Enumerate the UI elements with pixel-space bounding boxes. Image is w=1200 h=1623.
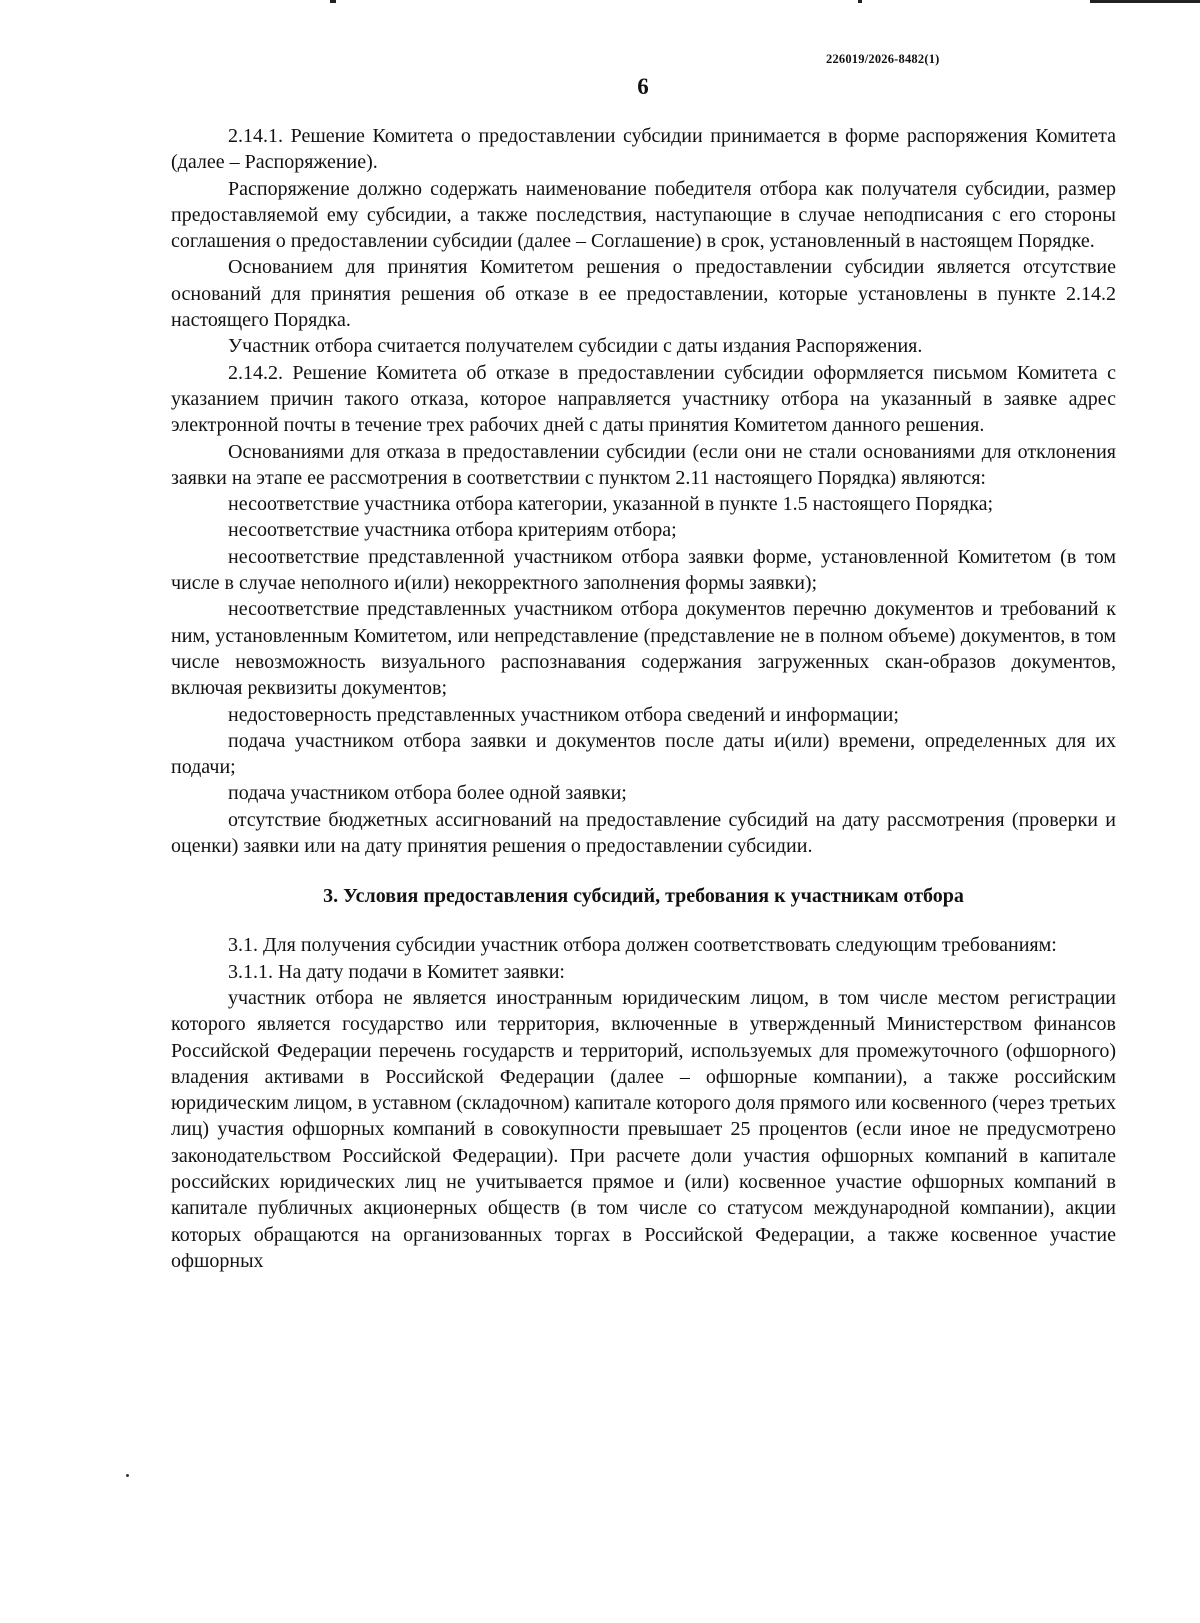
list-item-ground-for-refusal: подача участником отбора более одной заявки; [228, 782, 627, 805]
paragraphs-after-section [171, 932, 1116, 1274]
list-item-ground-for-refusal: несоответствие участника отбора критериям отбора; [228, 519, 677, 542]
list-item-ground-for-refusal: подача участником отбора заявки и документов после даты и(или) времени, определенных для их подачи; [171, 729, 1116, 779]
scan-mark [330, 0, 336, 3]
document-registration-number: 226019/2026-8482(1) [826, 52, 940, 66]
section-heading: 3. Условия предоставления субсидий, требования к участникам отбора [323, 885, 964, 908]
paragraphs-before-section [171, 123, 1116, 859]
paragraph: Участник отбора считается получателем субсидии с даты издания Распоряжения. [228, 335, 923, 358]
paragraph: Основаниями для отказа в предоставлении субсидии (если они не стали основаниями для отклонения заявки на этапе ее рассмотрения в соответствии с пунктом 2.11 настоящего Порядка) являются: [171, 440, 1116, 489]
scan-mark [858, 0, 862, 3]
document-body [171, 123, 1116, 1274]
paragraph: 2.14.2. Решение Комитета об отказе в предоставлении субсидии оформляется письмом Комитета с указанием причин такого отказа, которое направляется участнику отбора на указанный в заявке адрес электронной почты в течение трех рабочих дней с даты принятия Комитетом данного решения. [171, 361, 1116, 437]
scan-top-edge-marks [0, 0, 1200, 8]
page-number: 6 [637, 74, 649, 99]
paragraph: 2.14.1. Решение Комитета о предоставлении субсидии принимается в форме распоряжения Комитета (далее – Распоряжение). [171, 125, 1116, 174]
list-item-ground-for-refusal: недостоверность представленных участником отбора сведений и информации; [228, 703, 899, 726]
list-item-ground-for-refusal: несоответствие представленной участником отбора заявки форме, установленной Комитетом (в том числе в случае неполного и(или) некорректного заполнения формы заявки); [171, 545, 1116, 595]
scan-dot-mark [126, 1474, 129, 1477]
list-item-ground-for-refusal: несоответствие участника отбора категории, указанной в пункте 1.5 настоящего Порядка; [228, 493, 994, 516]
list-item-ground-for-refusal: отсутствие бюджетных ассигнований на предоставление субсидий на дату рассмотрения (проверки и оценки) заявки или на дату принятия решения о предоставлении субсидии. [171, 808, 1116, 858]
paragraph: участник отбора не является иностранным юридическим лицом, в том числе местом регистрации которого является государство или территория, включенные в утвержденный Министерством финансов Российской Федерации перечень государств и территорий, используемых для промежуточного (офшорного) владения активами в Российской Федерации (далее – офшорные компании), а также российским юридическим лицом, в уставном (складочном) капитале которого доля прямого или косвенного (через третьих лиц) участия офшорных компаний в совокупности превышает 25 процентов (если иное не предусмотрено законодательством Российской Федерации). При расчете доли участия офшорных компаний в капитале российских юридических лиц не учитывается прямое и (или) косвенное участие офшорных компаний в капитале публичных акционерных обществ (в том числе со статусом международной компании), акции которых обращаются на организованных торгах в Российской Федерации, а также косвенное участие офшорных [171, 986, 1116, 1272]
paragraph: Основанием для принятия Комитетом решения о предоставлении субсидии является отсутствие оснований для принятия решения об отказе в ее предоставлении, которые установлены в пункте 2.14.2 настоящего Порядка. [171, 256, 1116, 332]
paragraph: 3.1. Для получения субсидии участник отбора должен соответствовать следующим требованиям: [228, 934, 1057, 957]
list-item-ground-for-refusal: несоответствие представленных участником отбора документов перечню документов и требований к ним, установленным Комитетом, или непредставление (представление не в полном объеме) документов, в том числе невозможность визуального распознавания содержания загруженных скан-образов документов, включая реквизиты документов; [171, 598, 1116, 700]
paragraph: Распоряжение должно содержать наименование победителя отбора как получателя субсидии, размер предоставляемой ему субсидии, а также последствия, наступающие в случае неподписания с его стороны соглашения о предоставлении субсидии (далее – Соглашение) в срок, установленный в настоящем Порядке. [171, 177, 1116, 253]
scan-mark [1090, 0, 1200, 3]
paragraph: 3.1.1. На дату подачи в Комитет заявки: [228, 960, 565, 983]
